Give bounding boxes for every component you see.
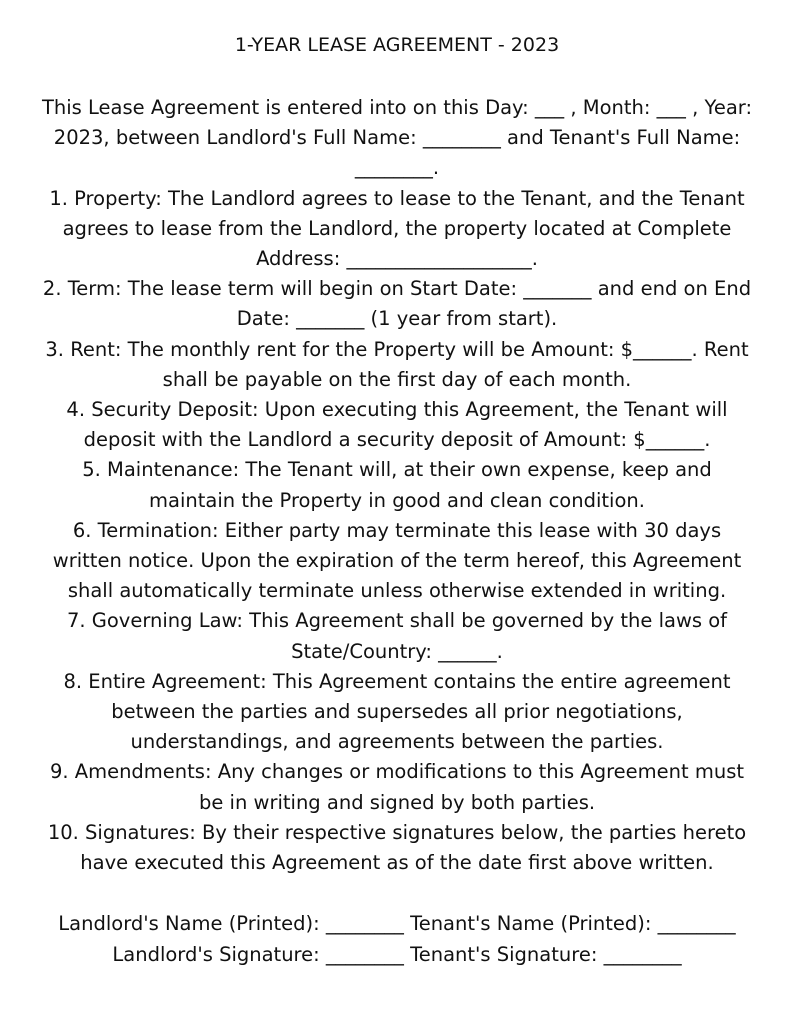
text-line: agrees to lease from the Landlord, the property located at Complete: [62, 216, 732, 240]
clause-paragraph: [0, 606, 794, 666]
text-line: between the parties and supersedes all prior negotiations,: [111, 700, 683, 724]
printed-names-line: Landlord's Name (Printed): ________ Tenant's Name (Printed): ________: [58, 912, 736, 935]
text-line: 5. Maintenance: The Tenant will, at their own expense, keep and: [82, 458, 712, 482]
clause-paragraph: [0, 395, 794, 455]
clause-paragraph: [0, 274, 794, 334]
text-line: 8. Entire Agreement: This Agreement contains the entire agreement: [63, 669, 731, 693]
text-line: 6. Termination: Either party may terminate this lease with 30 days: [72, 518, 722, 542]
text-line: Address: ___________________.: [256, 247, 538, 271]
text-line: shall automatically terminate unless otherwise extended in writing.: [67, 579, 727, 603]
text-line: have executed this Agreement as of the date first above written.: [80, 851, 714, 875]
clause-paragraph: [0, 184, 794, 275]
clause-paragraph: [0, 818, 794, 878]
signature-block: [0, 909, 794, 970]
clause-paragraph: [0, 335, 794, 395]
text-line: State/Country: ______.: [291, 639, 503, 663]
text-line: 3. Rent: The monthly rent for the Property will be Amount: $______. Rent: [45, 337, 749, 361]
text-line: 10. Signatures: By their respective signatures below, the parties hereto: [47, 820, 747, 844]
text-line: 2. Term: The lease term will begin on Start Date: _______ and end on End: [42, 277, 752, 301]
document-body: [0, 93, 794, 878]
text-line: written notice. Upon the expiration of the term hereof, this Agreement: [52, 549, 742, 573]
text-line: deposit with the Landlord a security deposit of Amount: $______.: [83, 428, 711, 452]
text-line: ________.: [354, 156, 440, 180]
clause-paragraph: [0, 667, 794, 758]
clause-paragraph: [0, 455, 794, 515]
clause-paragraph: [0, 516, 794, 607]
intro-paragraph: [0, 93, 794, 184]
text-line: 7. Governing Law: This Agreement shall be governed by the laws of: [66, 609, 728, 633]
text-line: maintain the Property in good and clean condition.: [149, 488, 645, 512]
clause-paragraph: [0, 757, 794, 817]
text-line: 1. Property: The Landlord agrees to lease to the Tenant, and the Tenant: [49, 186, 745, 210]
text-line: be in writing and signed by both parties.: [198, 790, 596, 814]
text-line: shall be payable on the first day of each month.: [162, 367, 632, 391]
signatures-line: Landlord's Signature: ________ Tenant's Signature: ________: [112, 942, 682, 966]
text-line: 2023, between Landlord's Full Name: ________ and Tenant's Full Name:: [53, 126, 741, 150]
document-title: 1-YEAR LEASE AGREEMENT - 2023: [234, 34, 560, 56]
text-line: understandings, and agreements between the parties.: [130, 730, 664, 754]
text-line: This Lease Agreement is entered into on this Day: ___ , Month: ___ , Year:: [41, 96, 753, 119]
text-line: 4. Security Deposit: Upon executing this Agreement, the Tenant will: [66, 398, 728, 422]
text-line: Date: _______ (1 year from start).: [236, 307, 558, 331]
text-line: 9. Amendments: Any changes or modifications to this Agreement must: [49, 760, 745, 784]
